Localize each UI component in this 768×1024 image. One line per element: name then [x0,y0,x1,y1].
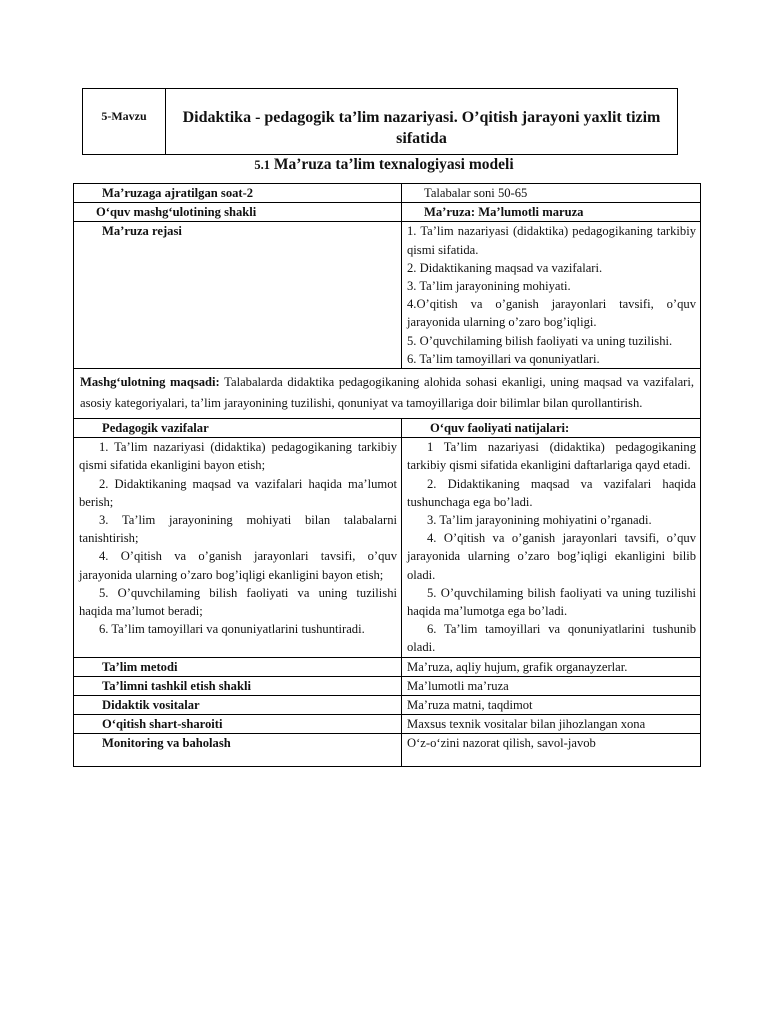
pedagogical-task: 4. O’qitish va o’ganish jarayonlari tavsifi, o’quv jarayonida ularning o’zaro bog’iqligi ekanligini bayon etish; [79,549,397,582]
learning-outcome: 3. Ta’lim jarayonining mohiyatini o’rganadi. [427,513,652,528]
didactic-tools-value: Ma’ruza matni, taqdimot [402,696,701,715]
conditions-row [74,715,701,734]
pedagogical-task: 2. Didaktikaning maqsad va vazifalari haqida ma’lumot berish; [79,476,397,509]
monitoring-value: O‘z-o‘zini nazorat qilish, savol-javob [402,734,701,767]
learning-outcome: 5. O’quvchilaming bilish faoliyati va uning tuzilishi haqida ma’lumotga ega bo’ladi. [407,585,696,619]
organization-value: Ma’lumotli ma’ruza [402,676,701,695]
lecture-model-table [73,183,701,767]
plan-item: 1. Ta’lim nazariyasi (didaktika) pedagogikaning tarkibiy qismi sifatida. [407,224,696,257]
method-value: Ma’ruza, aqliy hujum, grafik organayzerlar. [402,657,701,676]
pedagogical-task: 6. Ta’lim tamoyillari va qonuniyatlarini tushuntiradi. [99,622,365,637]
tasks-left-header: Pedagogik vazifalar [74,419,402,438]
tasks-header-row [74,419,701,438]
topic-number: 5-Mavzu [83,89,166,155]
learning-outcomes [402,438,701,657]
plan-list [402,222,701,369]
section-subtitle [0,156,768,174]
organization-label: Ta’limni tashkil etish shakli [74,676,402,695]
subtitle-number: 5.1 [254,158,270,172]
plan-item: 5. O’quvchilaming bilish faoliyati va uning tuzilishi. [407,333,673,348]
monitoring-label: Monitoring va baholash [74,734,402,767]
topic-header-table [82,88,678,155]
pedagogical-task: 3. Ta’lim jarayonining mohiyati bilan talabalarni tanishtirish; [79,513,397,546]
hours-row [74,184,701,203]
organization-row [74,676,701,695]
plan-label: Ma’ruza rejasi [74,222,402,369]
plan-item: 2. Didaktikaning maqsad va vazifalari. [407,260,603,275]
pedagogical-tasks [74,438,402,657]
learning-outcome: 6. Ta’lim tamoyillari va qonuniyatlarini tushunib oladi. [407,622,696,655]
conditions-value: Maxsus texnik vositalar bilan jihozlangan xona [402,715,701,734]
plan-item: 4.O’qitish va o’ganish jarayonlari tavsifi, o’quv jarayonida ularning o’zaro bog’iqligi. [407,297,696,330]
form-value: Ma’ruza: Ma’lumotli maruza [402,203,701,222]
goal-row [74,369,701,419]
method-row [74,657,701,676]
didactic-tools-label: Didaktik vositalar [74,696,402,715]
goal-cell [74,369,701,419]
plan-item: 3. Ta’lim jarayonining mohiyati. [407,279,571,294]
hours-label: Ma’ruzaga ajratilgan soat-2 [74,184,402,203]
form-row [74,203,701,222]
tasks-row [74,438,701,657]
learning-outcome: 2. Didaktikaning maqsad va vazifalari haqida tushunchaga ega bo’ladi. [407,476,696,509]
topic-title: Didaktika - pedagogik ta’lim nazariyasi. O’qitish jarayoni yaxlit tizim sifatida [166,89,678,155]
plan-row [74,222,701,369]
subtitle-text: Ma’ruza ta’lim texnalogiyasi modeli [273,156,514,173]
goal-label: Mashg‘ulotning maqsadi: [80,375,220,390]
learning-outcome: 1 Ta’lim nazariyasi (didaktika) pedagogikaning tarkibiy qismi sifatida ekanligini daftarlariga qayd etadi. [407,440,696,473]
plan-item: 6. Ta’lim tamoyillari va qonuniyatlari. [407,351,600,366]
form-label: O‘quv mashg‘ulotining shakli [74,203,402,222]
goal-text: Talabalarda didaktika pedagogikaning alohida sohasi ekanligi, uning maqsad va vazifalari, asosiy kategoriyalari, ta’lim jarayonining tuzilishi, qonuniyat va tamoyillariga doir bilimlar bilan qurollantirish. [80,375,694,411]
tasks-right-header: O‘quv faoliyati natijalari: [402,419,701,438]
pedagogical-task: 1. Ta’lim nazariyasi (didaktika) pedagogikaning tarkibiy qismi sifatida ekanligini bayon etish; [79,440,397,473]
method-label: Ta’lim metodi [74,657,402,676]
monitoring-row [74,734,701,767]
pedagogical-task: 5. O’quvchilaming bilish faoliyati va uning tuzilishi haqida ma’lumot beradi; [79,585,397,619]
learning-outcome: 4. O’qitish va o’ganish jarayonlari tavsifi, o’quv jarayonida ularning o’zaro bog’iqligi ekanligini bilib oladi. [407,531,696,582]
conditions-label: O‘qitish shart-sharoiti [74,715,402,734]
didactic-tools-row [74,696,701,715]
hours-value: Talabalar soni 50-65 [402,184,701,203]
